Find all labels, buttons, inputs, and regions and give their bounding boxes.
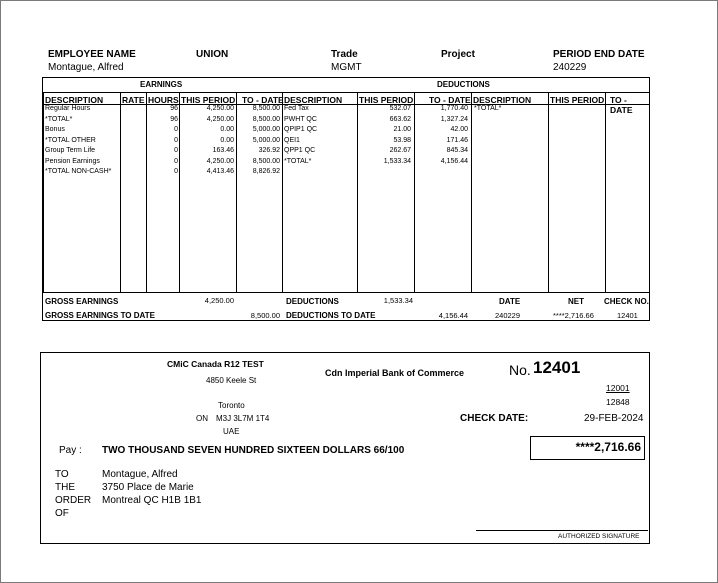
table-cell: 0	[174, 168, 178, 175]
deductions-to-date-column	[415, 104, 468, 167]
routing-code: 12001	[606, 383, 630, 393]
deductions-to-date-value: 4,156.44	[438, 311, 468, 320]
table-cell: 532.07	[389, 105, 411, 112]
table-cell: 163.46	[212, 147, 234, 154]
signature-line	[476, 530, 648, 531]
divider	[43, 92, 649, 93]
table-cell: 4,250.00	[206, 157, 234, 165]
company-city: Toronto	[218, 401, 245, 410]
deductions-col-to-date: TO - DATE	[429, 95, 471, 105]
company-country: UAE	[223, 427, 240, 436]
divider	[43, 292, 649, 293]
earnings-hours-column	[147, 104, 178, 178]
deductions-col-to-date-2: TO - DATE	[610, 95, 633, 115]
table-cell: 53.98	[393, 136, 411, 144]
check-form	[40, 352, 650, 544]
divider	[282, 93, 283, 293]
table-cell: *TOTAL*	[474, 105, 502, 112]
earnings-col-rate: RATE	[122, 95, 145, 105]
deductions-col-this-period-2: THIS PERIOD	[550, 95, 605, 105]
check-date-value: 29-FEB-2024	[584, 413, 644, 424]
employee-name-label: EMPLOYEE NAME	[48, 49, 136, 60]
pay-label: Pay :	[59, 445, 82, 456]
deductions-col-description: DESCRIPTION	[284, 95, 343, 105]
earnings-col-description: DESCRIPTION	[45, 95, 104, 105]
table-cell: 1,533.34	[383, 157, 411, 165]
trade-value: MGMT	[331, 62, 362, 73]
deductions-col-description-2: DESCRIPTION	[473, 95, 532, 105]
gross-earnings-value: 4,250.00	[204, 296, 234, 305]
date-label: DATE	[499, 297, 521, 306]
table-cell: 0	[174, 157, 178, 165]
table-cell: Fed Tax	[284, 105, 309, 112]
deductions-total-value: 1,533.34	[383, 296, 413, 305]
the-label: THE	[55, 482, 75, 493]
deductions-col-this-period: THIS PERIOD	[359, 95, 414, 105]
table-cell: 1,327.24	[440, 115, 468, 123]
net-value: ****2,716.66	[553, 311, 594, 320]
earnings-col-to-date: TO - DATE	[242, 95, 284, 105]
employee-name: Montague, Alfred	[48, 62, 124, 73]
gross-earnings-to-date-label: GROSS EARNINGS TO DATE	[45, 311, 155, 320]
table-cell: 4,250.00	[206, 115, 234, 123]
check-amount: ****2,716.66	[575, 440, 641, 454]
signature-label: AUTHORIZED SIGNATURE	[558, 533, 640, 540]
table-cell: 5,000.00	[252, 136, 280, 144]
amount-box	[530, 436, 645, 460]
table-cell: 0	[174, 147, 178, 154]
to-label: TO	[55, 469, 69, 480]
company-name: CMiC Canada R12 TEST	[167, 359, 264, 369]
table-cell: 4,250.00	[206, 105, 234, 112]
table-cell: 8,826.92	[252, 168, 280, 175]
earnings-col-hours: HOURS	[148, 95, 179, 105]
deductions-section-label: DEDUCTIONS	[437, 80, 490, 89]
payee-name: Montague, Alfred	[102, 469, 178, 480]
trade-label: Trade	[331, 49, 358, 60]
table-cell: 5,000.00	[252, 126, 280, 133]
table-cell: 0	[174, 126, 178, 133]
table-cell: 42.00	[450, 126, 468, 133]
check-date-label: CHECK DATE:	[460, 413, 529, 424]
table-cell: QPIP1 QC	[284, 126, 318, 133]
table-cell: Pension Earnings	[45, 157, 100, 165]
company-postal: M3J 3L7M 1T4	[216, 414, 270, 423]
table-cell: 8,500.00	[252, 115, 280, 123]
check-number: 12401	[533, 358, 581, 377]
table-cell: Regular Hours	[45, 105, 91, 112]
payee-address: 3750 Place de Marie	[102, 482, 194, 493]
order-label: ORDER	[55, 495, 92, 506]
table-cell: 171.46	[446, 136, 468, 144]
table-cell: *TOTAL OTHER	[45, 136, 96, 144]
check-number-label: No.	[509, 362, 531, 378]
deductions-total-label: DEDUCTIONS	[286, 297, 339, 306]
table-cell: 663.62	[389, 115, 411, 123]
divider	[120, 93, 121, 293]
deductions-this-period-column	[358, 104, 411, 167]
earnings-to-date-column	[237, 104, 280, 178]
table-cell: 262.67	[389, 147, 411, 154]
table-cell: 0.00	[220, 126, 234, 133]
period-end-label: PERIOD END DATE	[553, 49, 645, 60]
net-label: NET	[568, 297, 584, 306]
divider	[605, 93, 606, 293]
table-cell: 4,156.44	[440, 157, 468, 165]
table-cell: 326.92	[258, 147, 280, 154]
check-no-label: CHECK NO.	[604, 297, 649, 306]
table-cell: *TOTAL*	[45, 115, 73, 123]
deductions-to-date-label: DEDUCTIONS TO DATE	[286, 311, 376, 320]
divider	[548, 93, 549, 293]
table-cell: 845.34	[446, 147, 468, 154]
gross-earnings-to-date-value: 8,500.00	[250, 311, 280, 320]
table-cell: Group Term Life	[45, 147, 96, 154]
table-cell: 8,500.00	[252, 157, 280, 165]
date-value: 240229	[495, 311, 521, 320]
table-cell: 8,500.00	[252, 105, 280, 112]
of-label: OF	[55, 508, 69, 519]
gross-earnings-label: GROSS EARNINGS	[45, 297, 119, 306]
payee-city: Montreal QC H1B 1B1	[102, 495, 202, 506]
table-cell: 1,770.40	[440, 105, 468, 112]
table-cell: PWHT QC	[284, 115, 317, 123]
pay-stub-table	[42, 77, 650, 321]
company-province: ON	[196, 414, 208, 423]
table-cell: 4,413.46	[206, 168, 234, 175]
account-code: 12848	[606, 397, 630, 407]
period-end-value: 240229	[553, 62, 587, 73]
table-cell: 21.00	[393, 126, 411, 133]
deductions-description-column	[284, 104, 356, 167]
table-cell: 0	[174, 136, 178, 144]
table-cell: 0.00	[220, 136, 234, 144]
table-cell: 96	[170, 115, 178, 123]
deductions-description-column-2	[474, 104, 546, 115]
company-address: 4850 Keele St	[206, 376, 257, 385]
check-no-value: 12401	[617, 311, 638, 320]
divider	[471, 93, 472, 293]
pay-amount-words: TWO THOUSAND SEVEN HUNDRED SIXTEEN DOLLARS 66/100	[102, 445, 405, 456]
earnings-this-period-column	[180, 104, 234, 178]
table-cell: *TOTAL*	[284, 157, 312, 165]
divider	[43, 93, 44, 293]
table-cell: QEI1	[284, 136, 300, 144]
earnings-section-label: EARNINGS	[140, 80, 183, 89]
project-label: Project	[441, 49, 475, 60]
earnings-description-column	[45, 104, 119, 178]
table-cell: Bonus	[45, 126, 65, 133]
bank-name: Cdn Imperial Bank of Commerce	[325, 368, 465, 378]
union-label: UNION	[196, 49, 229, 60]
earnings-col-this-period: THIS PERIOD	[181, 95, 236, 105]
table-cell: QPP1 QC	[284, 147, 316, 154]
table-cell: *TOTAL NON-CASH*	[45, 168, 112, 175]
table-cell: 96	[170, 105, 178, 112]
